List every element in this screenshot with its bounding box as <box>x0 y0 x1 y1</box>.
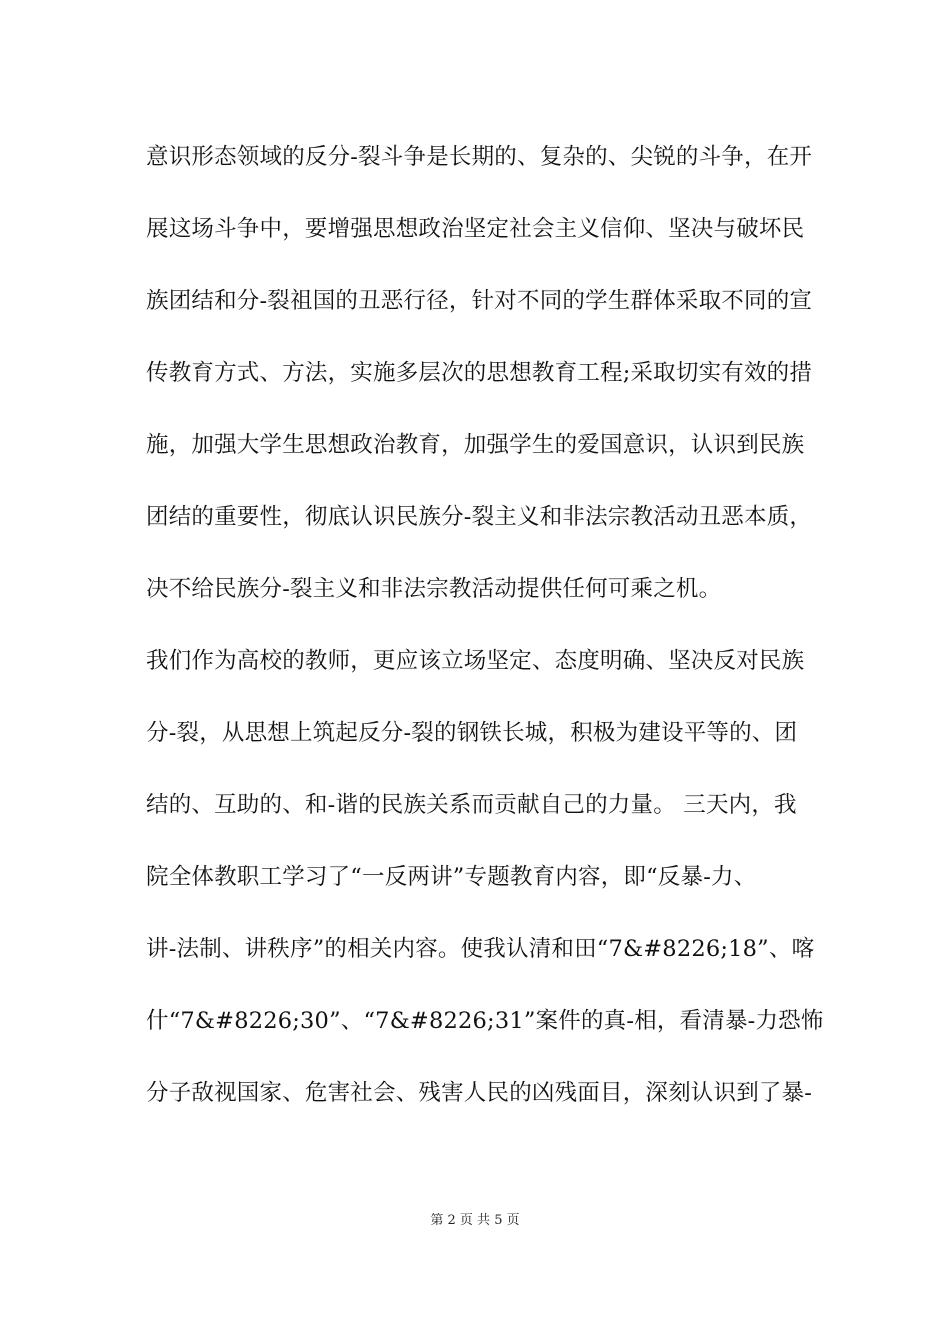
text-line: 院全体教职工学习了“一反两讲”专题教育内容，即“反暴-力、 <box>146 864 757 890</box>
text-line: 结的、互助的、和-谐的民族关系而贡献自己的力量。 三天内，我 <box>146 792 797 818</box>
text-line: 意识形态领域的反分-裂斗争是长期的、复杂的、尖锐的斗争，在开 <box>146 144 813 170</box>
text-line: 我们作为高校的教师，更应该立场坚定、态度明确、坚决反对民族 <box>146 648 805 674</box>
text-line: 分子敌视国家、危害社会、残害人民的凶残面目，深刻认识到了暴- <box>146 1080 813 1106</box>
text-line: 决不给民族分-裂主义和非法宗教活动提供任何可乘之机。 <box>146 576 722 602</box>
text-line: 讲-法制、讲秩序”的相关内容。使我认清和田“7&#8226;18”、喀 <box>146 936 815 962</box>
text-line: 展这场斗争中，要增强思想政治坚定社会主义信仰、坚决与破坏民 <box>146 216 805 242</box>
page-number-footer: 第 2 页 共 5 页 <box>430 1213 520 1228</box>
text-line: 什“7&#8226;30”、“7&#8226;31”案件的真-相，看清暴-力恐怖 <box>146 1008 824 1034</box>
text-line: 传教育方式、方法，实施多层次的思想教育工程;采取切实有效的措 <box>146 360 813 386</box>
text-line: 分-裂，从思想上筑起反分-裂的钢铁长城，积极为建设平等的、团 <box>146 720 798 746</box>
text-line: 团结的重要性，彻底认识民族分-裂主义和非法宗教活动丑恶本质， <box>146 504 813 530</box>
text-line: 族团结和分-裂祖国的丑恶行径，针对不同的学生群体采取不同的宣 <box>146 288 813 314</box>
text-line: 施，加强大学生思想政治教育，加强学生的爱国意识，认识到民族 <box>146 432 805 458</box>
